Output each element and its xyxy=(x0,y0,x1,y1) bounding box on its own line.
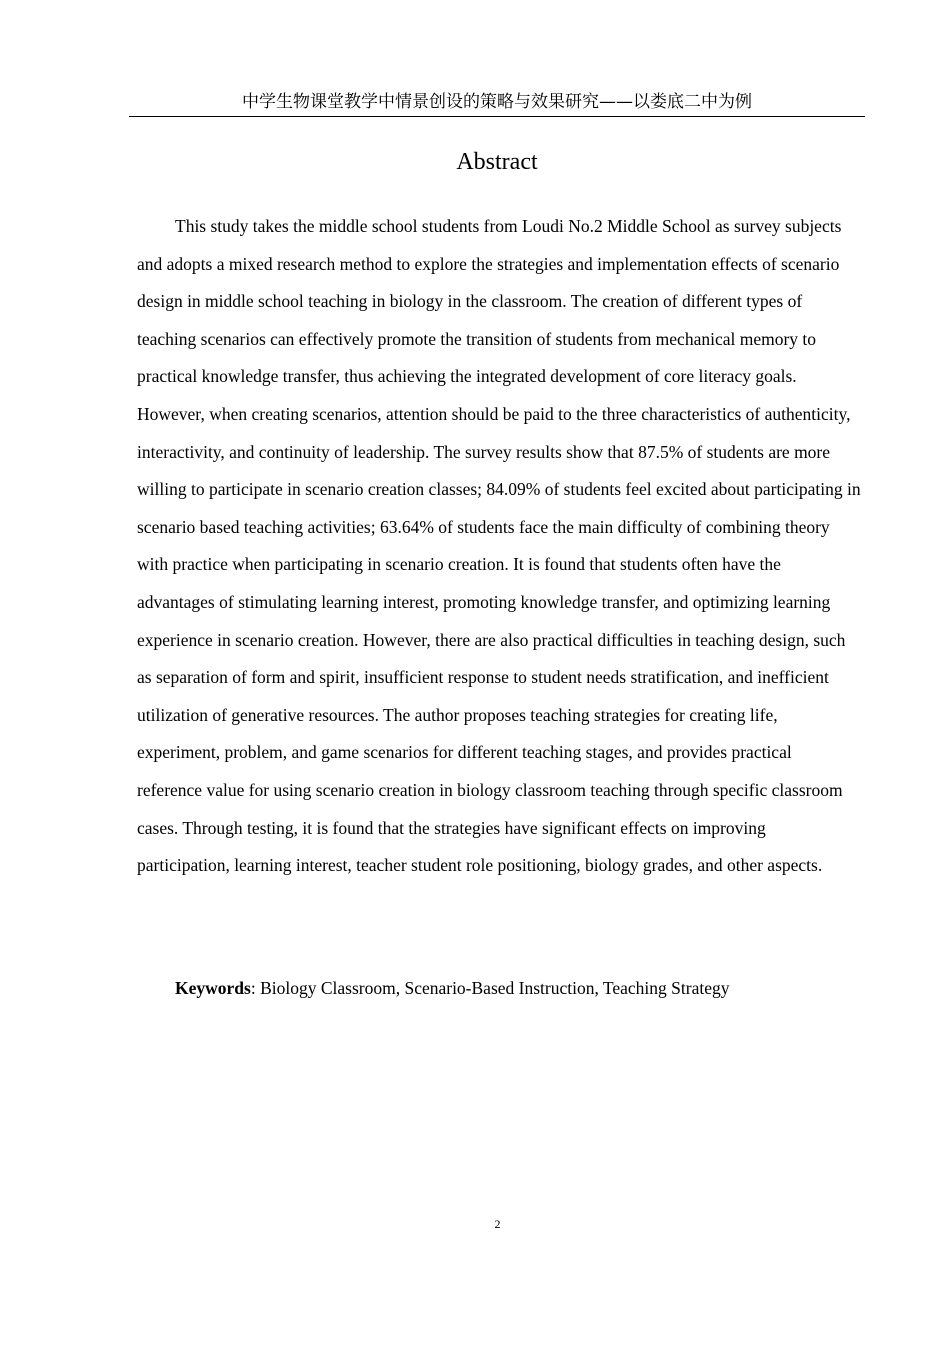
keywords-separator: : xyxy=(250,978,261,998)
running-header xyxy=(129,90,865,117)
running-header-title: 中学生物课堂教学中情景创设的策略与效果研究——以娄底二中为例 xyxy=(242,92,752,112)
page-number: 2 xyxy=(494,1217,501,1231)
keywords-paragraph xyxy=(137,970,861,1008)
abstract-body: This study takes the middle school students from Loudi No.2 Middle School as survey subjects and adopts a mixed research method to explore the strategies and implementation effects of scenario design in middle school teaching in biology in the classroom. The creation of different types of teaching scenarios can effectively promote the transition of students from mechanical memory to practical knowledge transfer, thus achieving the integrated development of core literacy goals. However, when creating scenarios, attention should be paid to the three characteristics of authenticity, interactivity, and continuity of leadership. The survey results show that 87.5% of students are more willing to participate in scenario creation classes; 84.09% of students feel excited about participating in scenario based teaching activities; 63.64% of students face the main difficulty of combining theory with practice when participating in scenario creation. It is found that students often have the advantages of stimulating learning interest, promoting knowledge transfer, and optimizing learning experience in scenario creation. However, there are also practical difficulties in teaching design, such as separation of form and spirit, insufficient response to student needs stratification, and inefficient utilization of generative resources. The author proposes teaching strategies for creating life, experiment, problem, and game scenarios for different teaching stages, and provides practical reference value for using scenario creation in biology classroom teaching through specific classroom cases. Through testing, it is found that the strategies have significant effects on improving participation, learning interest, teacher student role positioning, biology grades, and other aspects. xyxy=(137,216,861,876)
keywords-text: Biology Classroom, Scenario-Based Instruction, Teaching Strategy xyxy=(260,978,730,998)
keywords-label: Keywords xyxy=(175,978,251,998)
abstract-title: Abstract xyxy=(456,149,538,175)
